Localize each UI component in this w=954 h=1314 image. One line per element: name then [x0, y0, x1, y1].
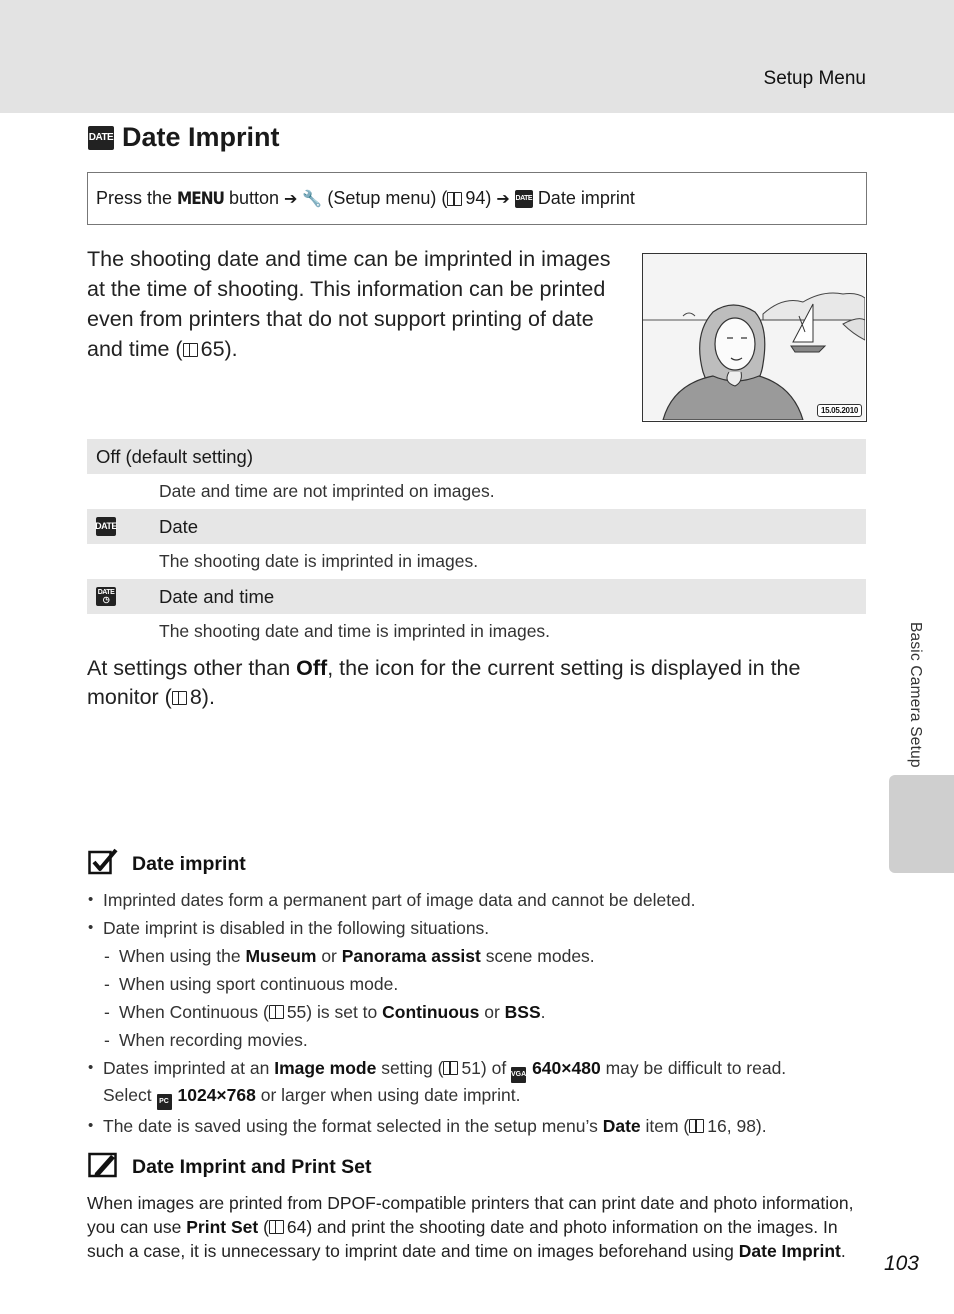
book-icon	[447, 192, 462, 206]
options-table	[87, 439, 866, 649]
nav-button-word: button	[228, 188, 279, 208]
wrench-icon: 🔧	[302, 190, 323, 208]
date-imprint-icon: DATE	[88, 126, 114, 150]
caution-heading: Date imprint	[132, 853, 246, 875]
option-date-row	[87, 509, 866, 544]
nav-setup-page: 94)	[465, 188, 492, 208]
list-item: - When using the Museum or Panorama assist scene modes.	[88, 944, 868, 968]
option-desc-row: The shooting date is imprinted in images.	[159, 551, 479, 571]
caution-list	[88, 888, 868, 1142]
book-icon	[689, 1119, 704, 1133]
side-chapter-label: Basic Camera Setup	[907, 622, 924, 768]
sample-photo-illustration	[643, 254, 865, 420]
page-title	[88, 122, 280, 153]
printset-heading: Date Imprint and Print Set	[132, 1156, 372, 1178]
list-item: • Date imprint is disabled in the following situations.	[88, 916, 868, 940]
option-off-row	[87, 439, 866, 474]
page-title-text: Date Imprint	[122, 122, 280, 152]
header-band	[0, 0, 954, 113]
list-item: - When Continuous ( 55) is set to Continuous or BSS.	[88, 1000, 868, 1024]
menu-button-glyph: MENU	[177, 188, 224, 209]
date-stamp: 15.05.2010	[817, 404, 862, 417]
list-item: • Imprinted dates form a permanent part of image data and cannot be deleted.	[88, 888, 868, 912]
note-pencil-icon	[88, 1151, 118, 1178]
page-number: 103	[883, 1252, 919, 1275]
book-icon	[443, 1061, 458, 1075]
sample-photo	[642, 253, 867, 422]
date-icon: DATE	[96, 517, 116, 536]
nav-press: Press the	[96, 188, 173, 208]
arrow-icon: ➔	[284, 190, 298, 208]
book-icon	[183, 343, 198, 357]
book-icon	[269, 1220, 284, 1234]
book-icon	[269, 1005, 284, 1019]
intro-paragraph: The shooting date and time can be imprinted in images at the time of shooting. This information can be printed even from printers that do not support printing of date and time ( 65).	[87, 247, 611, 361]
list-item: • Dates imprinted at an Image mode setting ( 51) of VGA 640×480 may be difficult to read. Select PC 1024×768 or larger when using date imprint.	[88, 1056, 868, 1110]
nav-item: Date imprint	[537, 188, 635, 208]
option-desc-row: The shooting date and time is imprinted in images.	[159, 621, 551, 641]
option-date-time-row	[87, 579, 866, 614]
printset-paragraph: When images are printed from DPOF-compatible printers that can print date and photo information, you can use Print Set ( 64) and print the shooting date and photo information on the images. In such a case, it is unnecessary to imprint date and time on images beforehand using Date Imprint.	[87, 1193, 854, 1261]
settings-note: At settings other than Off, the icon for the current setting is displayed in the monitor ( 8).	[87, 656, 801, 709]
option-desc-row: Date and time are not imprinted on images.	[159, 481, 495, 501]
option-label: Off (default setting)	[96, 445, 253, 467]
list-item: • The date is saved using the format selected in the setup menu’s Date item ( 16, 98).	[88, 1114, 868, 1138]
book-icon	[172, 691, 187, 705]
list-item: - When using sport continuous mode.	[88, 972, 868, 996]
date-imprint-icon: DATE	[515, 190, 533, 208]
section-label: Setup Menu	[763, 68, 866, 89]
menu-path-box	[87, 172, 867, 225]
option-label: Date and time	[159, 585, 275, 607]
caution-check-icon	[88, 848, 118, 875]
arrow-icon: ➔	[496, 190, 510, 208]
chapter-tab	[889, 775, 954, 873]
nav-setup: (Setup menu) (	[327, 188, 448, 208]
pc-icon: PC	[157, 1094, 172, 1110]
date-time-icon: DATE ◷	[97, 589, 115, 604]
vga-icon: VGA	[511, 1067, 526, 1083]
list-item: - When recording movies.	[88, 1028, 868, 1052]
option-label: Date	[159, 515, 199, 537]
